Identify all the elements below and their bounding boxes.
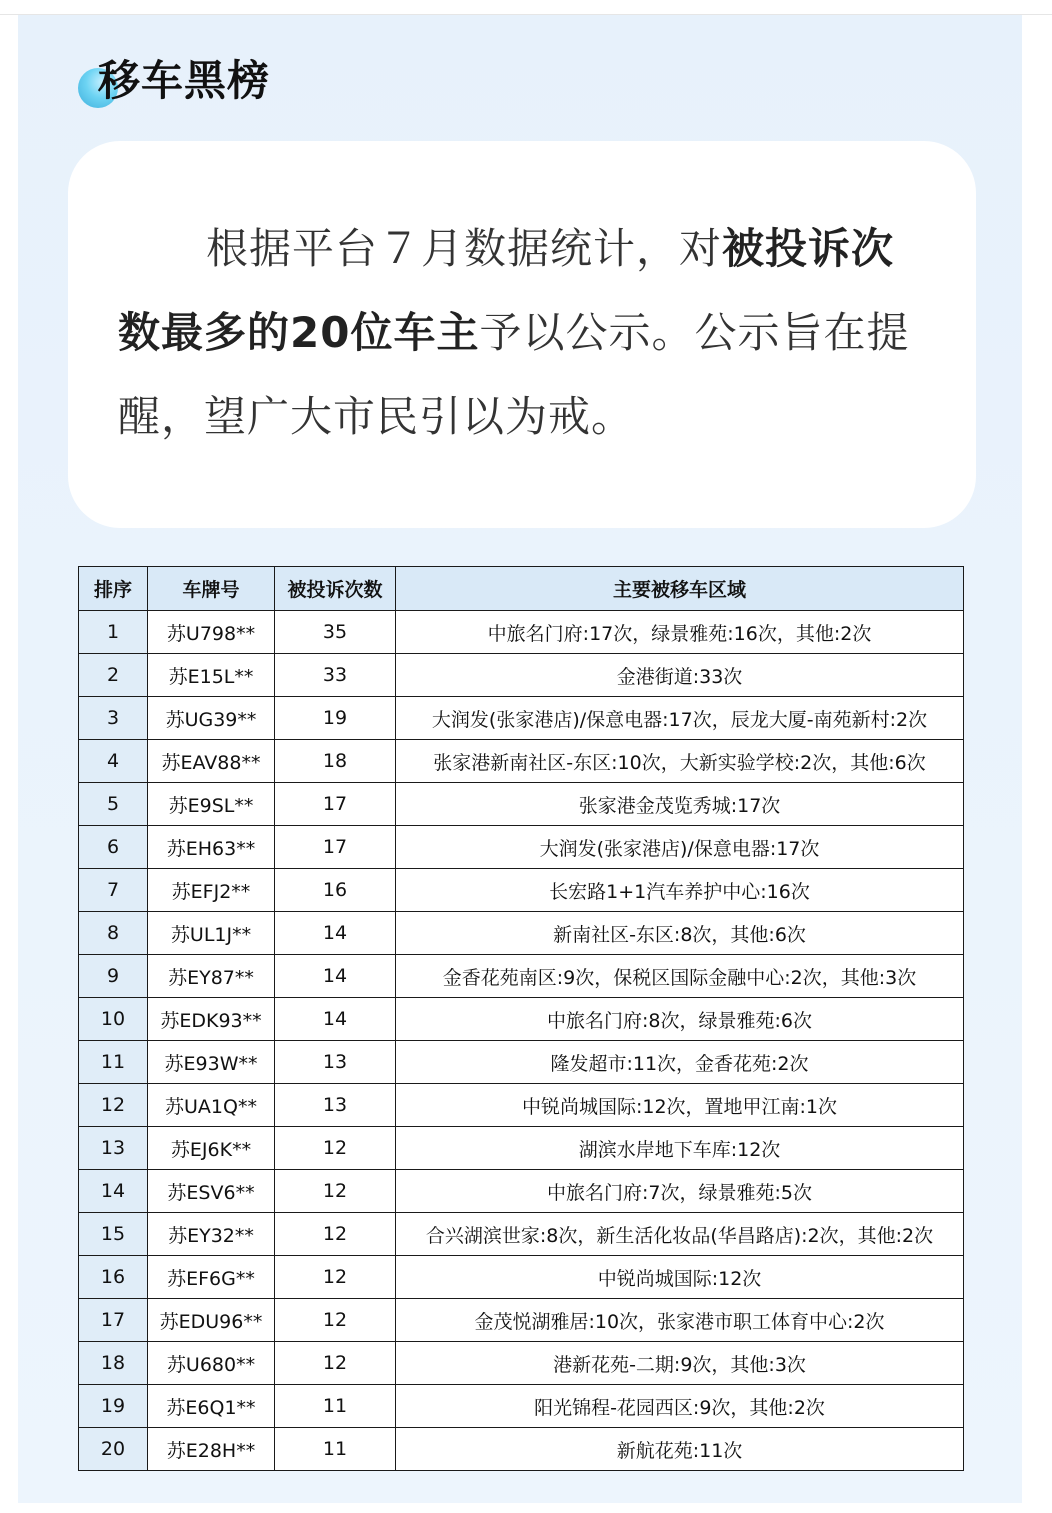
complaint-count-cell: 14 [275,955,396,998]
table-row [79,1127,964,1170]
table-row [79,611,964,654]
rank-cell: 4 [79,740,148,783]
complaint-count-cell: 12 [275,1170,396,1213]
rank-cell: 13 [79,1127,148,1170]
table-row [79,1041,964,1084]
area-cell: 金茂悦湖雅居:10次，张家港市职工体育中心:2次 [396,1299,964,1342]
header-plate: 车牌号 [148,567,275,611]
plate-cell: 苏EY32** [148,1213,275,1256]
complaint-count-cell: 13 [275,1084,396,1127]
page-title: 移车黑榜 [98,56,271,105]
rank-cell: 8 [79,912,148,955]
area-cell: 港新花苑-二期:9次，其他:3次 [396,1342,964,1385]
plate-cell: 苏E28H** [148,1428,275,1471]
rank-cell: 20 [79,1428,148,1471]
area-cell: 金香花苑南区:9次，保税区国际金融中心:2次，其他:3次 [396,955,964,998]
plate-cell: 苏EAV88** [148,740,275,783]
complaint-count-cell: 14 [275,912,396,955]
plate-cell: 苏E6Q1** [148,1385,275,1428]
complaint-count-cell: 11 [275,1428,396,1471]
area-cell: 金港街道:33次 [396,654,964,697]
table-row [79,697,964,740]
plate-cell: 苏U680** [148,1342,275,1385]
rank-cell: 19 [79,1385,148,1428]
complaint-count-cell: 17 [275,783,396,826]
complaint-count-cell: 12 [275,1342,396,1385]
rank-cell: 9 [79,955,148,998]
complaint-count-cell: 12 [275,1213,396,1256]
table-header-row [79,567,964,611]
table-body [79,611,964,1471]
plate-cell: 苏EY87** [148,955,275,998]
complaint-count-cell: 11 [275,1385,396,1428]
table-row [79,998,964,1041]
complaint-count-cell: 33 [275,654,396,697]
table-row [79,1256,964,1299]
plate-cell: 苏UL1J** [148,912,275,955]
rank-cell: 5 [79,783,148,826]
plate-cell: 苏U798** [148,611,275,654]
complaint-count-cell: 12 [275,1299,396,1342]
area-cell: 合兴湖滨世家:8次，新生活化妆品(华昌路店):2次，其他:2次 [396,1213,964,1256]
complaint-count-cell: 13 [275,1041,396,1084]
area-cell: 隆发超市:11次，金香花苑:2次 [396,1041,964,1084]
rank-cell: 1 [79,611,148,654]
table-row [79,1299,964,1342]
notice-part1: 根据平台７月数据统计，对 [206,224,723,273]
complaint-count-cell: 12 [275,1127,396,1170]
header-rank: 排序 [79,567,148,611]
area-cell: 中锐尚城国际:12次 [396,1256,964,1299]
table-row [79,1170,964,1213]
plate-cell: 苏E9SL** [148,783,275,826]
notice-bold: 被投诉次数最多的20位车主 [118,224,895,357]
rank-cell: 3 [79,697,148,740]
plate-cell: 苏E15L** [148,654,275,697]
area-cell: 新南社区-东区:8次，其他:6次 [396,912,964,955]
table-row [79,654,964,697]
complaint-count-cell: 18 [275,740,396,783]
table-row [79,1428,964,1471]
table-row [79,1213,964,1256]
plate-cell: 苏EDU96** [148,1299,275,1342]
table-row [79,869,964,912]
table-row [79,955,964,998]
plate-cell: 苏EFJ2** [148,869,275,912]
rank-cell: 12 [79,1084,148,1127]
rank-cell: 11 [79,1041,148,1084]
notice-card [68,141,976,528]
rank-cell: 15 [79,1213,148,1256]
rank-cell: 10 [79,998,148,1041]
header-area: 主要被移车区域 [396,567,964,611]
area-cell: 张家港金茂览秀城:17次 [396,783,964,826]
plate-cell: 苏UA1Q** [148,1084,275,1127]
complaint-count-cell: 14 [275,998,396,1041]
table-row [79,783,964,826]
plate-cell: 苏E93W** [148,1041,275,1084]
notice-part2: 予以公示。公示旨在提醒，望广大市民引以为戒。 [118,308,910,441]
table-row [79,826,964,869]
rank-cell: 7 [79,869,148,912]
plate-cell: 苏ESV6** [148,1170,275,1213]
area-cell: 大润发(张家港店)/保意电器:17次，辰龙大厦-南苑新村:2次 [396,697,964,740]
complaint-count-cell: 35 [275,611,396,654]
table-row [79,912,964,955]
blacklist-table [78,566,964,1471]
rank-cell: 14 [79,1170,148,1213]
plate-cell: 苏EDK93** [148,998,275,1041]
rank-cell: 17 [79,1299,148,1342]
plate-cell: 苏EF6G** [148,1256,275,1299]
area-cell: 长宏路1+1汽车养护中心:16次 [396,869,964,912]
complaint-count-cell: 19 [275,697,396,740]
rank-cell: 18 [79,1342,148,1385]
plate-cell: 苏UG39** [148,697,275,740]
area-cell: 中旅名门府:7次，绿景雅苑:5次 [396,1170,964,1213]
table-row [79,1385,964,1428]
complaint-count-cell: 16 [275,869,396,912]
rank-cell: 2 [79,654,148,697]
area-cell: 大润发(张家港店)/保意电器:17次 [396,826,964,869]
table-row [79,1342,964,1385]
table-row [79,740,964,783]
area-cell: 中旅名门府:17次，绿景雅苑:16次，其他:2次 [396,611,964,654]
plate-cell: 苏EJ6K** [148,1127,275,1170]
rank-cell: 6 [79,826,148,869]
area-cell: 中旅名门府:8次，绿景雅苑:6次 [396,998,964,1041]
complaint-count-cell: 17 [275,826,396,869]
area-cell: 新航花苑:11次 [396,1428,964,1471]
complaint-count-cell: 12 [275,1256,396,1299]
plate-cell: 苏EH63** [148,826,275,869]
table-row [79,1084,964,1127]
area-cell: 阳光锦程-花园西区:9次，其他:2次 [396,1385,964,1428]
rank-cell: 16 [79,1256,148,1299]
header-complaints: 被投诉次数 [275,567,396,611]
area-cell: 张家港新南社区-东区:10次，大新实验学校:2次，其他:6次 [396,740,964,783]
area-cell: 中锐尚城国际:12次，置地甲江南:1次 [396,1084,964,1127]
notice-text [118,207,930,459]
title-section [76,44,376,114]
area-cell: 湖滨水岸地下车库:12次 [396,1127,964,1170]
